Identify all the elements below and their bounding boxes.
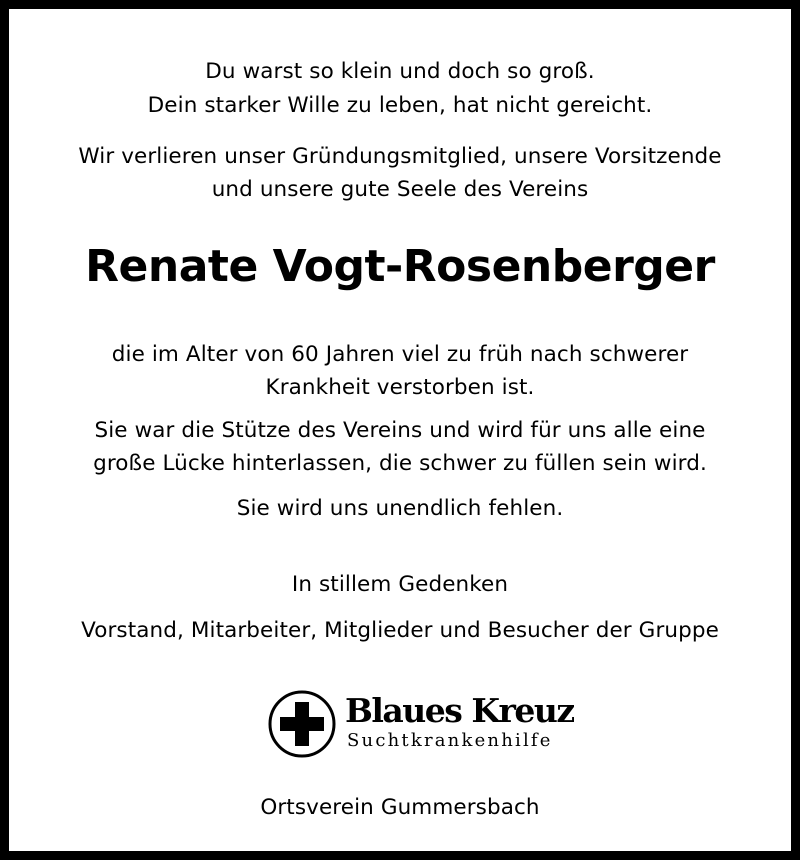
logo-title: Blaues Kreuz (345, 691, 574, 730)
blaues-kreuz-logo (267, 689, 574, 759)
tribute-line-2: große Lücke hinterlassen, die schwer zu füllen sein wird. (93, 451, 707, 476)
verse-line-1: Du warst so klein und doch so groß. (205, 59, 595, 84)
age-line-2: Krankheit verstorben ist. (265, 375, 535, 400)
intro-line-2: und unsere gute Seele des Vereins (211, 177, 589, 202)
tribute-line-1: Sie war die Stütze des Vereins und wird für uns alle eine (94, 418, 706, 443)
age-line-1: die im Alter von 60 Jahren viel zu früh nach schwerer (111, 342, 689, 367)
local-group-line: Ortsverein Gummersbach (260, 795, 540, 820)
miss-line: Sie wird uns unendlich fehlen. (236, 496, 564, 521)
logo-subtitle: Suchtkrankenhilfe (347, 730, 553, 751)
cross-in-circle-icon (267, 689, 337, 759)
intro-line-1: Wir verlieren unser Gründungsmitglied, unsere Vorsitzende (78, 144, 722, 169)
verse-line-2: Dein starker Wille zu leben, hat nicht gereicht. (147, 93, 653, 118)
mourners-line: Vorstand, Mitarbeiter, Mitglieder und Besucher der Gruppe (81, 618, 719, 643)
remembrance-line: In stillem Gedenken (291, 572, 509, 597)
deceased-name: Renate Vogt-Rosenberger (85, 241, 715, 292)
